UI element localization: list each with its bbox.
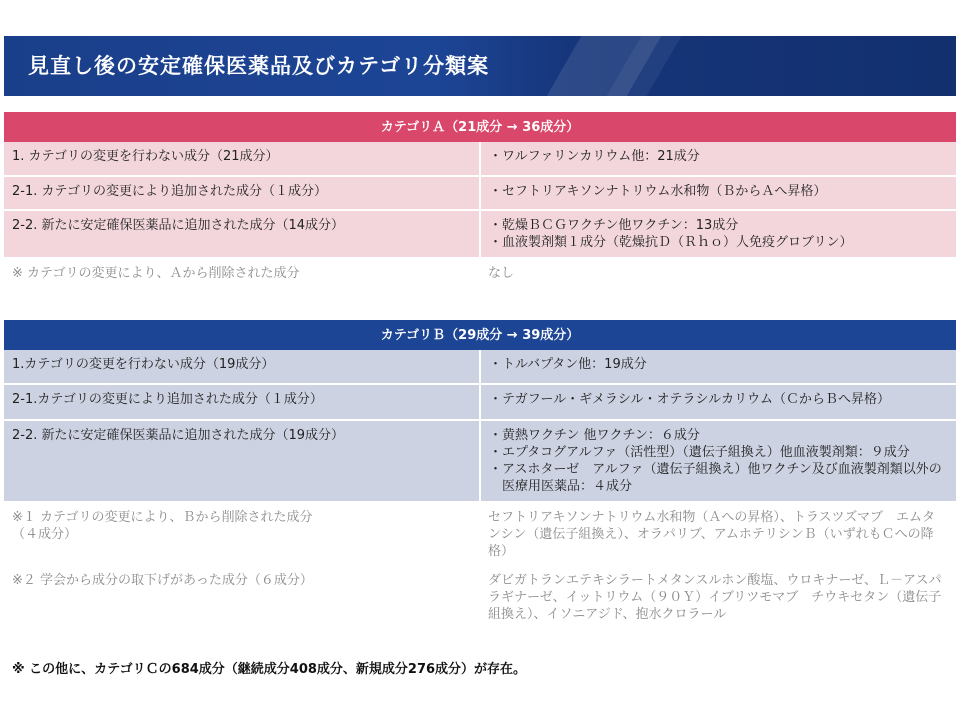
row-value-line: ・テガフール・ギメラシル・オテラシルカリウム（ＣからＢへ昇格） xyxy=(489,392,891,407)
row-value-line: ・黄熱ワクチン 他ワクチン：６成分 xyxy=(489,428,700,443)
row-value-line: ・乾燥ＢＣＧワクチン他ワクチン：13成分 xyxy=(489,218,739,233)
row-label: 2-2. 新たに安定確保医薬品に追加された成分（14成分） xyxy=(4,210,480,258)
row-label: 1.カテゴリの変更を行わない成分（19成分） xyxy=(4,350,480,384)
row-label: 2-2. 新たに安定確保医薬品に追加された成分（19成分） xyxy=(4,420,480,502)
table-row xyxy=(4,420,956,502)
note-label xyxy=(4,502,480,566)
table-row xyxy=(4,142,956,176)
row-value xyxy=(480,384,956,420)
note-row xyxy=(4,502,956,566)
row-value-line: ・エプタコグアルファ（活性型）（遺伝子組換え）他血液製剤類：９成分 xyxy=(489,445,910,460)
row-value xyxy=(480,350,956,384)
row-value-line: ・ワルファリンカリウム他：21成分 xyxy=(489,149,700,164)
row-label: 2-1.カテゴリの変更により追加された成分（１成分） xyxy=(4,384,480,420)
category-a-table xyxy=(4,112,956,292)
row-label: 1. カテゴリの変更を行わない成分（21成分） xyxy=(4,142,480,176)
category-b-title: カテゴリＢ（29成分 → 39成分） xyxy=(4,320,956,350)
note-row xyxy=(4,258,956,292)
table-row xyxy=(4,210,956,258)
note-label-line: ※２ 学会から成分の取下げがあった成分（６成分） xyxy=(12,573,313,588)
note-value-line: ラギナーゼ、イットリウム（９０Ｙ）イブリツモマブ チウキセタン（遺伝子 xyxy=(488,590,942,605)
table-row xyxy=(4,350,956,384)
note-value-line: セフトリアキソンナトリウム水和物（Ａへの昇格）、トラスツズマブ エムタ xyxy=(488,510,935,525)
note-label: ※ カテゴリの変更により、Ａから削除された成分 xyxy=(4,258,480,292)
row-value-line: ・トルバプタン他：19成分 xyxy=(489,357,647,372)
row-label: 2-1. カテゴリの変更により追加された成分（１成分） xyxy=(4,176,480,210)
note-value-line: ダビガトランエテキシラートメタンスルホン酸塩、ウロキナーゼ、Ｌ－アスパ xyxy=(488,573,942,588)
table-row xyxy=(4,384,956,420)
header-banner xyxy=(4,36,956,96)
note-value: なし xyxy=(480,258,956,292)
row-value xyxy=(480,142,956,176)
category-b-header xyxy=(4,320,956,350)
note-value xyxy=(480,502,956,566)
note-value xyxy=(480,566,956,630)
page-title: 見直し後の安定確保医薬品及びカテゴリ分類案 xyxy=(28,54,490,78)
note-row xyxy=(4,566,956,630)
row-value xyxy=(480,420,956,502)
row-value xyxy=(480,176,956,210)
note-value-line: 格） xyxy=(488,544,515,559)
footnote: ※ この他に、カテゴリＣの684成分（継続成分408成分、新規成分276成分）が存在。 xyxy=(12,662,527,677)
row-value xyxy=(480,210,956,258)
category-a-header xyxy=(4,112,956,142)
row-value-line: 医療用医薬品：４成分 xyxy=(489,479,633,494)
category-b-table xyxy=(4,320,956,630)
note-value-line: 組換え）、イソニアジド、抱水クロラール xyxy=(488,607,727,622)
row-value-line: ・アスホターゼ アルファ（遺伝子組換え）他ワクチン及び血液製剤類以外の xyxy=(489,462,942,477)
note-label xyxy=(4,566,480,630)
row-value-line: ・血液製剤類１成分（乾燥抗Ｄ（Ｒｈｏ）人免疫グロブリン） xyxy=(489,235,853,250)
note-label-line: （４成分） xyxy=(12,527,78,542)
category-a-title: カテゴリＡ（21成分 → 36成分） xyxy=(4,112,956,142)
row-value-line: ・セフトリアキソンナトリウム水和物（ＢからＡへ昇格） xyxy=(489,184,827,199)
note-value-line: ンシン（遺伝子組換え）、オラパリブ、アムホテリシンＢ（いずれもＣへの降 xyxy=(488,527,934,542)
table-row xyxy=(4,176,956,210)
note-label-line: ※１ カテゴリの変更により、Ｂから削除された成分 xyxy=(12,510,313,525)
